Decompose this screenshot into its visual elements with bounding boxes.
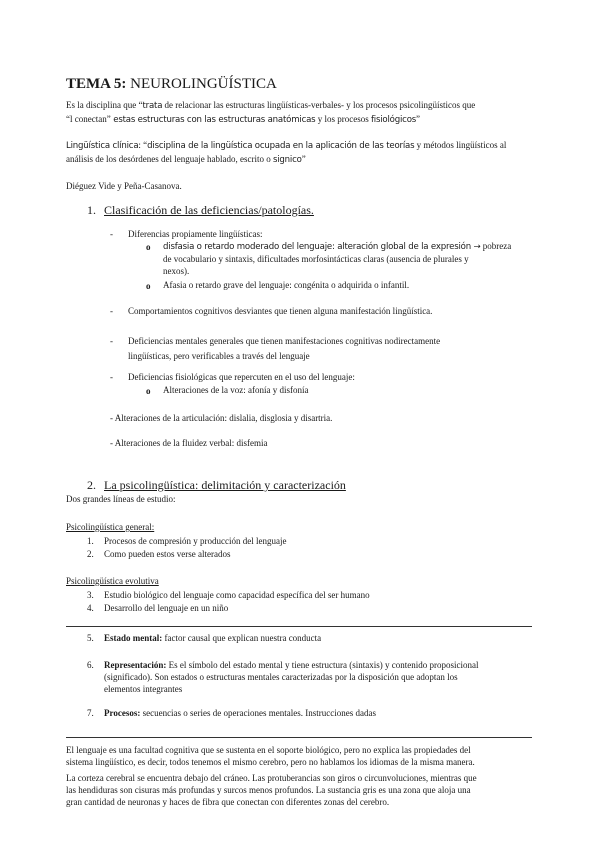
intro-text: y métodos lingüísticos al — [414, 140, 507, 150]
handwritten-note: disciplina de la lingüística ocupada en la aplicación de las teorías — [147, 141, 415, 151]
intro-paragraph-2 — [66, 139, 536, 166]
list-item: Diferencias propiamente lingüísticas: — [128, 229, 263, 239]
list-item-text: Deficiencias mentales generales que tienen manifestaciones cognitivas nodirectamente — [128, 336, 441, 346]
title-rest: NEUROLINGÜÍSTICA — [126, 76, 277, 92]
footer-paragraph-1 — [66, 744, 536, 768]
section-2-number: 2. — [87, 478, 96, 492]
definition-text: secuencias o series de operaciones mentales. Instrucciones dadas — [140, 708, 376, 718]
numbered-item-number: 6. — [87, 660, 94, 670]
handwritten-note: trata — [142, 101, 163, 111]
intro-text: de relacionar las estructuras lingüísticas-verbales- y los procesos psicolingüísticos que — [162, 100, 476, 110]
numbered-item-number: 7. — [87, 708, 94, 718]
sub-list-item — [163, 240, 520, 277]
divider — [66, 737, 532, 738]
list-item-text: lingüísticas, pero verificables a través del lenguaje — [128, 351, 310, 361]
numbered-item-number: 1. — [87, 536, 94, 546]
handwritten-note: estas estructuras con las estructuras anatómicas — [110, 115, 316, 125]
sub-list-item: Alteraciones de la voz: afonía y disfonía — [163, 385, 309, 395]
handwritten-note: Lingüística clínica — [66, 141, 139, 151]
definition-text: elementos integrantes — [104, 684, 183, 694]
intro-paragraph-1 — [66, 99, 536, 126]
intro-text: “l conectan” — [66, 114, 111, 124]
section-2-heading: La psicolingüística: delimitación y caracterización — [104, 478, 346, 492]
definition-term: Estado mental: — [104, 633, 163, 643]
dash-marker: - — [110, 306, 113, 316]
footer-text: La corteza cerebral se encuentra debajo del cráneo. Las protuberancias son giros o circunvoluciones, mientras que — [66, 773, 477, 783]
handwritten-note: fisiológicos — [370, 115, 417, 125]
circle-bullet-icon: o — [146, 281, 151, 291]
handwritten-note: disfasia o retardo moderado del lenguaje: alteración global de la expresión → — [163, 242, 481, 252]
subsection-title: Psicolingüística evolutiva — [66, 576, 159, 586]
footer-text: gran cantidad de neuronas y haces de fibra que conectan con diferentes zonas del cerebro. — [66, 797, 390, 807]
numbered-item-number: 2. — [87, 549, 94, 559]
section-1-heading: Clasificación de las deficiencias/patologías. — [104, 203, 314, 217]
circle-bullet-icon: o — [146, 386, 151, 396]
list-item: - Alteraciones de la fluidez verbal: disfemia — [110, 438, 268, 448]
definition-text: Es el símbolo del estado mental y tiene estructura (sintaxis) y contenido proposicional — [166, 660, 479, 670]
intro-text: ” — [301, 154, 306, 164]
numbered-item-text: Procesos de compresión y producción del lenguaje — [104, 536, 287, 546]
numbered-item-number: 3. — [87, 590, 94, 600]
definition-text: factor causal que explican nuestra conducta — [162, 633, 322, 643]
sub-item-text: nexos). — [163, 266, 190, 276]
numbered-item-number: 5. — [87, 633, 94, 643]
definition-item — [104, 659, 532, 695]
definition-item — [104, 632, 321, 644]
section-1-number: 1. — [87, 203, 96, 217]
footer-text: las hendiduras son cisuras más profundas y surcos menos profundos. La sustancia gris es una zona que aloja una — [66, 785, 471, 795]
definition-term: Representación: — [104, 660, 167, 670]
intro-text: : “ — [138, 140, 148, 150]
intro-text: análisis de los desórdenes del lenguaje hablado, escrito o — [66, 154, 273, 164]
section-2-intro: Dos grandes líneas de estudio: — [66, 494, 176, 504]
numbered-item-number: 4. — [87, 603, 94, 613]
list-item: - Alteraciones de la articulación: dislalia, disglosia y disartria. — [110, 413, 333, 423]
list-item — [128, 335, 440, 362]
authors: Diéguez Vide y Peña-Casanova. — [66, 181, 182, 191]
numbered-item-text: Estudio biológico del lenguaje como capacidad específica del ser humano — [104, 590, 370, 600]
dash-marker: - — [110, 336, 113, 346]
title-bold: TEMA 5: — [66, 76, 127, 92]
list-item: Deficiencias fisiológicas que repercuten en el uso del lenguaje: — [128, 372, 355, 382]
intro-text: Es la disciplina que “ — [66, 100, 143, 110]
sub-list-item: Afasia o retardo grave del lenguaje: congénita o adquirida o infantil. — [163, 280, 410, 290]
intro-text: ” — [416, 114, 421, 124]
circle-bullet-icon: o — [146, 242, 151, 252]
footer-text: El lenguaje es una facultad cognitiva que se sustenta en el soporte biológico, pero no explica las propiedades del — [66, 745, 471, 755]
numbered-item-text: Como pueden estos verse alterados — [104, 549, 231, 559]
divider — [66, 626, 532, 627]
sub-item-text: pobreza — [480, 241, 512, 251]
page-title — [66, 75, 277, 93]
definition-item — [104, 707, 376, 719]
handwritten-note: signico — [272, 155, 302, 165]
intro-text: y los procesos — [315, 114, 371, 124]
definition-text: (significado). Son estados o estructuras mentales caracterizadas por la disposición que adoptan los — [104, 672, 458, 682]
numbered-item-text: Desarrollo del lenguaje en un niño — [104, 603, 229, 613]
subsection-title: Psicolingüística general: — [66, 522, 155, 532]
definition-term: Procesos: — [104, 708, 141, 718]
footer-paragraph-2 — [66, 772, 536, 808]
dash-marker: - — [110, 372, 113, 382]
sub-item-text: de vocabulario y sintaxis, dificultades morfosintácticas claras (ausencia de plurales y — [163, 254, 469, 264]
list-item: Comportamientos cognitivos desviantes que tienen alguna manifestación lingüística. — [128, 306, 433, 316]
footer-text: sistema lingüístico, es decir, todos tenemos el mismo cerebro, pero no hablamos los idiomas de la misma manera. — [66, 757, 475, 767]
dash-marker: - — [110, 229, 113, 239]
